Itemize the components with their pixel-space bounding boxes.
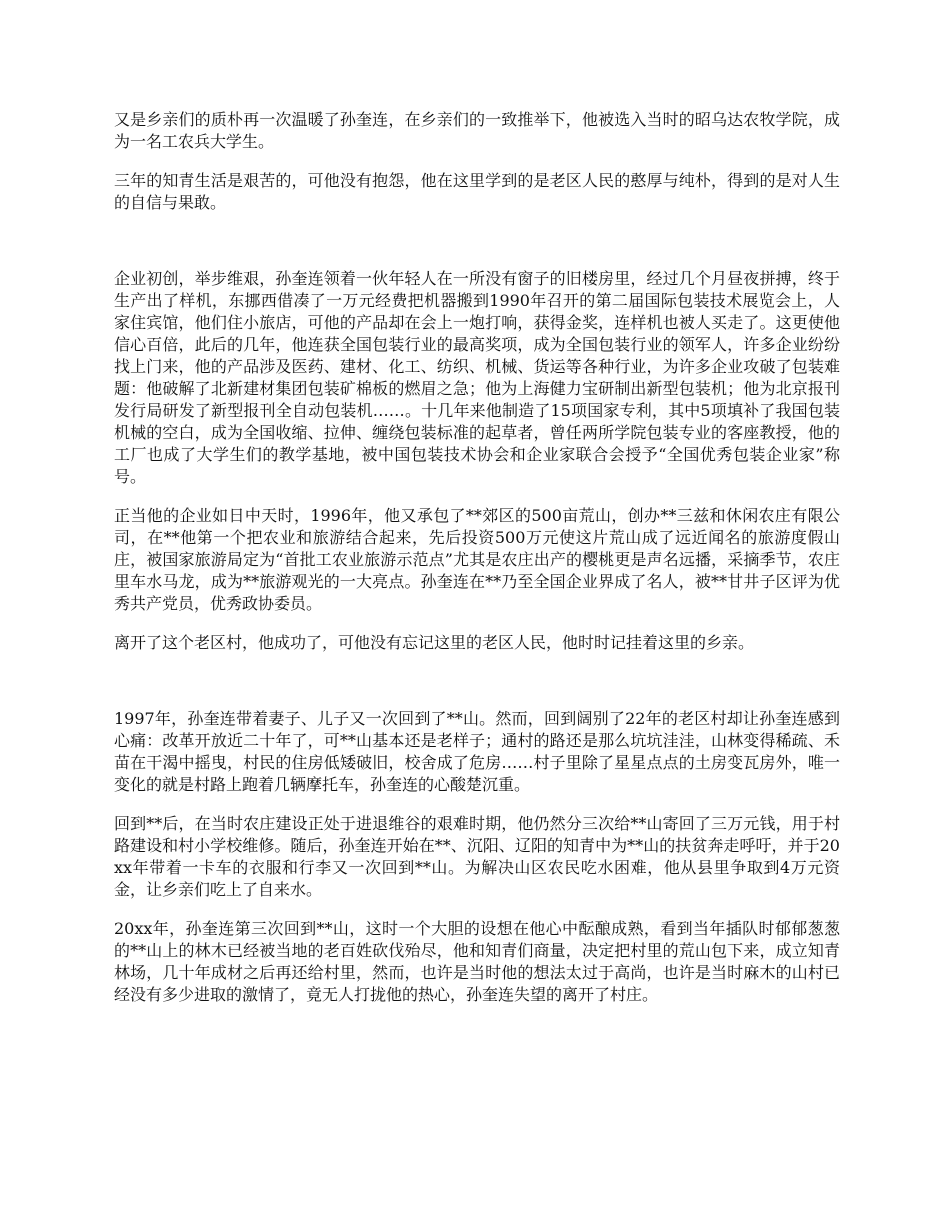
paragraph: 正当他的企业如日中天时，1996年，他又承包了**郊区的500亩荒山，创办**三兹和休闲农庄有限公司，在**他第一个把农业和旅游结合起来，先后投资500万元使这片荒山成了远近闻名的旅游度假山庄，被国家旅游局定为“首批工农业旅游示范点”尤其是农庄出产的樱桃更是声名远播，采摘季节，农庄里车水马龙，成为**旅游观光的一大亮点。孙奎连在**乃至全国企业界成了名人，被**甘井子区评为优秀共产党员，优秀政协委员。 bbox=[114, 506, 840, 613]
document-page bbox=[114, 109, 840, 1023]
paragraph: 1997年，孙奎连带着妻子、儿子又一次回到了**山。然而，回到阔别了22年的老区村却让孙奎连感到心痛：改革开放近二十年了，可**山基本还是老样子；通村的路还是那么坑坑洼洼，山林变得稀疏、禾苗在干渴中摇曳，村民的住房低矮破旧，校舍成了危房……村子里除了星星点点的土房变瓦房外，唯一变化的就是村路上跑着几辆摩托车，孙奎连的心酸楚沉重。 bbox=[114, 709, 840, 794]
paragraph: 离开了这个老区村，他成功了，可他没有忘记这里的老区人民，他时时记挂着这里的乡亲。 bbox=[114, 633, 755, 652]
section-gap bbox=[114, 671, 840, 708]
paragraph: 20xx年，孙奎连第三次回到**山，这时一个大胆的设想在他心中酝酿成熟，看到当年插队时郁郁葱葱的**山上的林木已经被当地的老百姓砍伐殆尽，他和知青们商量，决定把村里的荒山包下来，成立知青林场，几十年成材之后再还给村里，然而，也许是当时他的想法太过于高尚，也许是当时麻木的山村已经没有多少进取的激情了，竟无人打拢他的热心，孙奎连失望的离开了村庄。 bbox=[114, 919, 840, 1004]
paragraph: 又是乡亲们的质朴再一次温暖了孙奎连，在乡亲们的一致推举下，他被选入当时的昭乌达农牧学院，成为一名工农兵大学生。 bbox=[114, 110, 840, 151]
paragraph: 企业初创，举步维艰，孙奎连领着一伙年轻人在一所没有窗子的旧楼房里，经过几个月昼夜拼搏，终于生产出了样机，东挪西借凑了一万元经费把机器搬到1990年召开的第二届国际包装技术展览会上，人家住宾馆，他们住小旅店，可他的产品却在会上一炮打响，获得金奖，连样机也被人买走了。这更使他信心百倍，此后的几年，他连获全国包装行业的最高奖项，成为全国包装行业的领军人，许多企业纷纷找上门来，他的产品涉及医药、建材、化工、纺织、机械、货运等各种行业，为许多企业攻破了包装难题：他破解了北新建材集团包装矿棉板的燃眉之急；他为上海健力宝研制出新型包装机；他为北京报刊发行局研发了新型报刊全自动包装机……。十几年来他制造了15项国家专利，其中5项填补了我国包装机械的空白，成为全国收缩、拉伸、缠绕包装标准的起草者，曾任两所学院包装专业的客座教授，他的工厂也成了大学生们的教学基地，被中国包装技术协会和企业家联合会授予“全国优秀包装企业家”称号。 bbox=[114, 269, 840, 486]
paragraph: 三年的知青生活是艰苦的，可他没有抱怨，他在这里学到的是老区人民的憨厚与纯朴，得到的是对人生的自信与果敢。 bbox=[114, 171, 840, 212]
section-gap bbox=[114, 231, 840, 268]
paragraph: 回到**后，在当时农庄建设正处于进退维谷的艰难时期，他仍然分三次给**山寄回了三万元钱，用于村路建设和村小学校维修。随后，孙奎连开始在**、沉阳、辽阳的知青中为**山的扶贫奔走呼吁，并于20xx年带着一卡车的衣服和行李又一次回到**山。为解决山区农民吃水困难，他从县里争取到4万元资金，让乡亲们吃上了自来水。 bbox=[114, 814, 840, 899]
